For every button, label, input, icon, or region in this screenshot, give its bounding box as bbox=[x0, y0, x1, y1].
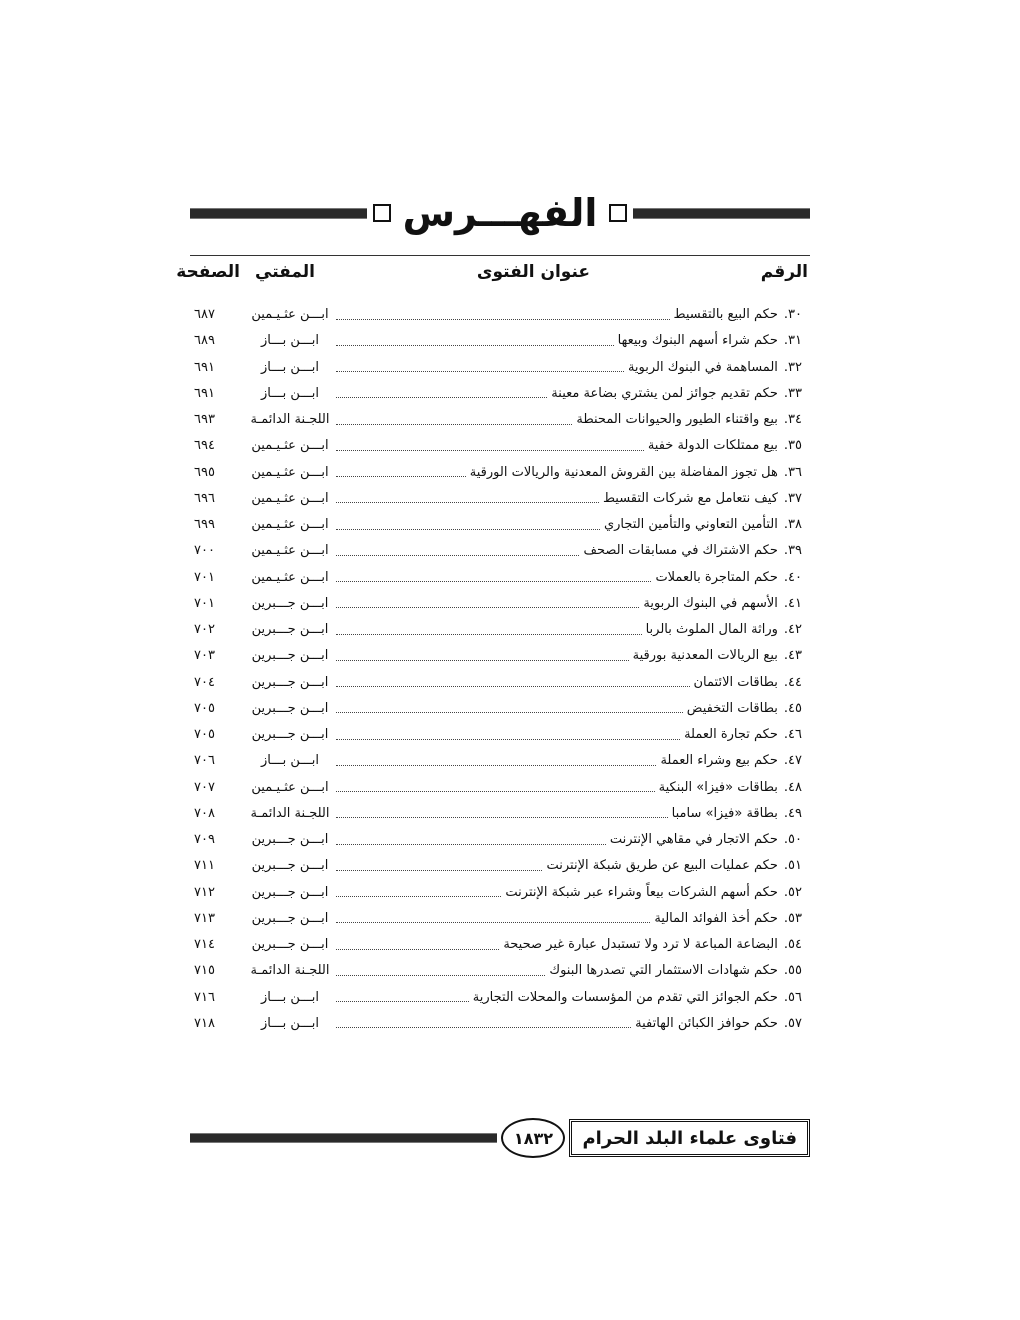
row-entry bbox=[332, 801, 802, 827]
row-entry bbox=[332, 748, 802, 774]
table-row bbox=[190, 355, 810, 381]
index-header bbox=[190, 188, 810, 238]
leader-dots bbox=[336, 424, 572, 425]
book-title: فتاوى علماء البلد الحرام bbox=[569, 1119, 810, 1157]
leader-dots bbox=[336, 712, 683, 713]
row-entry bbox=[332, 460, 802, 486]
row-entry bbox=[332, 906, 802, 932]
table-row bbox=[190, 801, 810, 827]
row-number: ٥٦. bbox=[783, 989, 802, 1005]
leader-dots bbox=[336, 791, 655, 792]
leader-dots bbox=[336, 1027, 631, 1028]
table-row bbox=[190, 748, 810, 774]
row-entry bbox=[332, 932, 802, 958]
table-row bbox=[190, 591, 810, 617]
row-number: ٣٩. bbox=[783, 543, 802, 559]
row-page: ٧١٨ bbox=[194, 1015, 215, 1031]
table-row bbox=[190, 433, 810, 459]
table-row bbox=[190, 985, 810, 1011]
leader-dots bbox=[336, 476, 466, 477]
row-number: ٣٨. bbox=[783, 517, 802, 532]
page-title: الفهـــرس bbox=[402, 191, 598, 235]
row-number: ٣٧. bbox=[783, 490, 802, 506]
leader-dots bbox=[336, 844, 606, 845]
leader-dots bbox=[336, 607, 639, 608]
table-row bbox=[190, 906, 810, 932]
row-number: ٤٥. bbox=[783, 700, 802, 716]
row-title: التأمين التعاوني والتأمين التجاري bbox=[603, 517, 778, 532]
row-number: ٤٧. bbox=[783, 753, 802, 769]
row-entry bbox=[332, 433, 802, 459]
row-title: بطاقة «فيزا» سامبا bbox=[671, 805, 778, 821]
row-page: ٧١٥ bbox=[194, 963, 215, 979]
table-row bbox=[190, 407, 810, 433]
leader-dots bbox=[336, 896, 501, 897]
row-page: ٧٠٦ bbox=[194, 753, 215, 769]
row-entry bbox=[332, 355, 802, 381]
row-title: حكم المتاجرة بالعملات bbox=[655, 569, 778, 585]
row-number: ٣٣. bbox=[783, 385, 802, 401]
table-row bbox=[190, 853, 810, 879]
row-number: ٣٠. bbox=[783, 307, 802, 322]
row-entry bbox=[332, 643, 802, 669]
row-page: ٧٠١ bbox=[194, 595, 215, 611]
row-title: حكم أسهم الشركات بيعاً وشراء عبر شبكة الإنترنت bbox=[505, 884, 778, 900]
row-number: ٥٤. bbox=[783, 937, 802, 952]
row-page: ٧٠٣ bbox=[194, 648, 215, 664]
leader-dots bbox=[336, 765, 656, 766]
row-mufti: اللجـنة الدائمـة bbox=[250, 412, 330, 427]
square-ornament-icon bbox=[373, 204, 391, 222]
leader-dots bbox=[336, 975, 545, 976]
row-entry bbox=[332, 565, 802, 591]
table-row bbox=[190, 328, 810, 354]
row-title: حكم تجارة العملة bbox=[684, 727, 778, 742]
row-mufti: ابـــن جـــبرين bbox=[251, 648, 329, 664]
row-page: ٧٠٨ bbox=[194, 805, 215, 821]
table-row bbox=[190, 538, 810, 564]
leader-dots bbox=[336, 319, 670, 320]
row-title: بطاقات «فيزا» البنكية bbox=[658, 779, 778, 795]
row-title: وراثة المال الملوث بالربا bbox=[645, 622, 778, 637]
leader-dots bbox=[336, 870, 542, 871]
row-mufti: ابـــن جـــبرين bbox=[251, 858, 329, 874]
row-entry bbox=[332, 381, 802, 407]
row-mufti: ابـــن عثـيـمين bbox=[251, 307, 329, 322]
row-title: كيف نتعامل مع شركات التقسيط bbox=[602, 490, 778, 506]
table-row bbox=[190, 880, 810, 906]
row-title: حكم شراء أسهم البنوك وبيعها bbox=[617, 333, 778, 349]
row-title: حكم أخذ الفوائد المالية bbox=[654, 910, 778, 926]
row-entry bbox=[332, 1011, 802, 1037]
row-mufti: ابـــن بـــاز bbox=[261, 359, 319, 375]
row-title: حكم بيع وشراء العملة bbox=[660, 753, 778, 769]
header-divider bbox=[190, 255, 810, 256]
row-title: حكم عمليات البيع عن طريق شبكة الإنترنت bbox=[546, 858, 778, 874]
table-row bbox=[190, 617, 810, 643]
row-number: ٤٢. bbox=[783, 622, 802, 637]
row-number: ٤٩. bbox=[783, 805, 802, 821]
leader-dots bbox=[336, 581, 651, 582]
leader-dots bbox=[336, 555, 579, 556]
leader-dots bbox=[336, 660, 629, 661]
row-entry bbox=[332, 722, 802, 748]
row-page: ٧٠٩ bbox=[194, 832, 215, 847]
row-mufti: ابـــن جـــبرين bbox=[251, 700, 329, 716]
table-row bbox=[190, 565, 810, 591]
table-row bbox=[190, 643, 810, 669]
row-title: بيع ممتلكات الدولة خفية bbox=[647, 438, 778, 454]
row-mufti: ابـــن عثـيـمين bbox=[251, 464, 329, 480]
row-number: ٥٧. bbox=[783, 1015, 802, 1031]
row-entry bbox=[332, 591, 802, 617]
row-number: ٤٦. bbox=[783, 727, 802, 742]
column-header-page: الصفحة bbox=[176, 262, 240, 282]
row-title: حكم البيع بالتقسيط bbox=[673, 307, 778, 322]
row-mufti: ابـــن جـــبرين bbox=[251, 622, 329, 637]
row-page: ٦٩٦ bbox=[194, 490, 215, 506]
table-row bbox=[190, 512, 810, 538]
row-title: حكم تقديم جوائز لمن يشتري بضاعة معينة bbox=[551, 385, 778, 401]
table-row bbox=[190, 722, 810, 748]
row-mufti: ابـــن بـــاز bbox=[261, 333, 319, 349]
row-entry bbox=[332, 670, 802, 696]
row-title: حكم الجوائز التي تقدم من المؤسسات والمحلات التجارية bbox=[472, 989, 778, 1005]
row-entry bbox=[332, 407, 802, 433]
row-mufti: ابـــن جـــبرين bbox=[251, 937, 329, 952]
row-entry bbox=[332, 853, 802, 879]
column-header-number: الرقم bbox=[760, 262, 808, 282]
row-title: حكم شهادات الاستثمار التي تصدرها البنوك bbox=[549, 963, 778, 979]
leader-dots bbox=[336, 949, 499, 950]
table-row bbox=[190, 302, 810, 328]
row-entry bbox=[332, 617, 802, 643]
row-mufti: ابـــن عثـيـمين bbox=[251, 779, 329, 795]
row-mufti: ابـــن بـــاز bbox=[261, 1015, 319, 1031]
row-entry bbox=[332, 302, 802, 328]
row-page: ٧٠٥ bbox=[194, 700, 215, 716]
row-entry bbox=[332, 827, 802, 853]
row-page: ٦٩٥ bbox=[194, 464, 215, 480]
leader-dots bbox=[336, 345, 614, 346]
row-number: ٤٣. bbox=[783, 648, 802, 664]
index-table bbox=[190, 302, 810, 1037]
row-number: ٤٨. bbox=[783, 779, 802, 795]
row-page: ٦٨٩ bbox=[194, 333, 215, 349]
column-header-title: عنوان الفتوى bbox=[476, 262, 590, 282]
leader-dots bbox=[336, 739, 680, 740]
row-mufti: ابـــن بـــاز bbox=[261, 753, 319, 769]
row-mufti: ابـــن عثـيـمين bbox=[251, 490, 329, 506]
row-entry bbox=[332, 775, 802, 801]
row-mufti: ابـــن عثـيـمين bbox=[251, 438, 329, 454]
leader-dots bbox=[336, 397, 547, 398]
row-number: ٥٢. bbox=[783, 884, 802, 900]
leader-dots bbox=[336, 371, 624, 372]
row-number: ٣٤. bbox=[783, 412, 802, 427]
leader-dots bbox=[336, 450, 644, 451]
footer-rule bbox=[190, 1133, 497, 1143]
square-ornament-icon bbox=[609, 204, 627, 222]
row-title: المساهمة في البنوك الربوية bbox=[627, 359, 778, 375]
row-number: ٥١. bbox=[783, 858, 802, 874]
row-page: ٦٩١ bbox=[194, 359, 215, 375]
row-title: بطاقات التخفيض bbox=[686, 700, 778, 716]
row-page: ٧٠٤ bbox=[194, 674, 215, 690]
row-mufti: ابـــن جـــبرين bbox=[251, 727, 329, 742]
row-entry bbox=[332, 958, 802, 984]
table-row bbox=[190, 958, 810, 984]
leader-dots bbox=[336, 1001, 469, 1002]
row-mufti: اللجـنة الدائمـة bbox=[250, 805, 330, 821]
row-page: ٧١٤ bbox=[194, 937, 215, 952]
row-page: ٧٠٥ bbox=[194, 727, 215, 742]
row-mufti: ابـــن جـــبرين bbox=[251, 832, 329, 847]
row-page: ٦٩٣ bbox=[194, 412, 215, 427]
row-number: ٣٥. bbox=[783, 438, 802, 454]
row-title: البضاعة المباعة لا ترد ولا تستبدل عبارة غير صحيحة bbox=[503, 937, 778, 952]
row-entry bbox=[332, 538, 802, 564]
row-page: ٧١١ bbox=[194, 858, 215, 874]
row-page: ٧٠٧ bbox=[194, 779, 215, 795]
row-mufti: ابـــن جـــبرين bbox=[251, 674, 329, 690]
leader-dots bbox=[336, 529, 600, 530]
row-number: ٣٢. bbox=[783, 359, 802, 375]
row-page: ٧٠٢ bbox=[194, 622, 215, 637]
row-entry bbox=[332, 985, 802, 1011]
row-page: ٧١٦ bbox=[194, 989, 215, 1005]
row-mufti: ابـــن جـــبرين bbox=[251, 910, 329, 926]
row-title: حكم الاشتراك في مسابقات الصحف bbox=[583, 543, 778, 559]
table-row bbox=[190, 1011, 810, 1037]
row-title: الأسهم في البنوك الربوية bbox=[643, 595, 778, 611]
row-title: حكم حوافز الكبائن الهاتفية bbox=[635, 1015, 778, 1031]
row-mufti: اللجـنة الدائمـة bbox=[250, 963, 330, 979]
row-title: بيع واقتناء الطيور والحيوانات المحنطة bbox=[576, 412, 778, 427]
leader-dots bbox=[336, 817, 668, 818]
row-number: ٣٦. bbox=[783, 464, 802, 480]
row-title: بيع الريالات المعدنية بورقية bbox=[632, 648, 778, 664]
page-number: ١٨٣٢ bbox=[501, 1118, 565, 1158]
row-mufti: ابـــن جـــبرين bbox=[251, 884, 329, 900]
row-title: حكم الاتجار في مقاهي الإنترنت bbox=[609, 832, 778, 847]
row-mufti: ابـــن عثـيـمين bbox=[251, 569, 329, 585]
row-number: ٤٤. bbox=[783, 674, 802, 690]
row-number: ٥٠. bbox=[783, 832, 802, 847]
row-number: ٤١. bbox=[783, 595, 802, 611]
row-page: ٦٩٤ bbox=[194, 438, 215, 454]
row-page: ٧٠٠ bbox=[194, 543, 215, 559]
row-entry bbox=[332, 512, 802, 538]
column-header-mufti: المفتي bbox=[255, 262, 315, 282]
row-mufti: ابـــن بـــاز bbox=[261, 989, 319, 1005]
table-row bbox=[190, 670, 810, 696]
header-rule-right bbox=[633, 208, 810, 219]
table-row bbox=[190, 932, 810, 958]
table-row bbox=[190, 460, 810, 486]
row-page: ٦٩٩ bbox=[194, 517, 215, 532]
row-number: ٥٥. bbox=[783, 963, 802, 979]
leader-dots bbox=[336, 634, 642, 635]
row-page: ٦٨٧ bbox=[194, 307, 215, 322]
row-entry bbox=[332, 880, 802, 906]
header-rule-left bbox=[190, 208, 367, 219]
row-mufti: ابـــن جـــبرين bbox=[251, 595, 329, 611]
table-row bbox=[190, 381, 810, 407]
row-mufti: ابـــن عثـيـمين bbox=[251, 543, 329, 559]
page-footer bbox=[190, 1115, 810, 1161]
row-entry bbox=[332, 486, 802, 512]
table-row bbox=[190, 775, 810, 801]
row-mufti: ابـــن بـــاز bbox=[261, 385, 319, 401]
row-title: بطاقات الائتمان bbox=[693, 674, 778, 690]
row-entry bbox=[332, 696, 802, 722]
table-row bbox=[190, 486, 810, 512]
row-mufti: ابـــن عثـيـمين bbox=[251, 517, 329, 532]
row-page: ٧١٣ bbox=[194, 910, 215, 926]
table-row bbox=[190, 827, 810, 853]
row-page: ٦٩١ bbox=[194, 385, 215, 401]
table-row bbox=[190, 696, 810, 722]
row-page: ٧٠١ bbox=[194, 569, 215, 585]
leader-dots bbox=[336, 922, 650, 923]
row-number: ٤٠. bbox=[783, 569, 802, 585]
row-page: ٧١٢ bbox=[194, 884, 215, 900]
leader-dots bbox=[336, 502, 599, 503]
row-entry bbox=[332, 328, 802, 354]
row-number: ٥٣. bbox=[783, 910, 802, 926]
leader-dots bbox=[336, 686, 690, 687]
row-title: هل تجوز المفاضلة بين القروش المعدنية والريالات الورقية bbox=[469, 464, 778, 480]
row-number: ٣١. bbox=[783, 333, 802, 349]
